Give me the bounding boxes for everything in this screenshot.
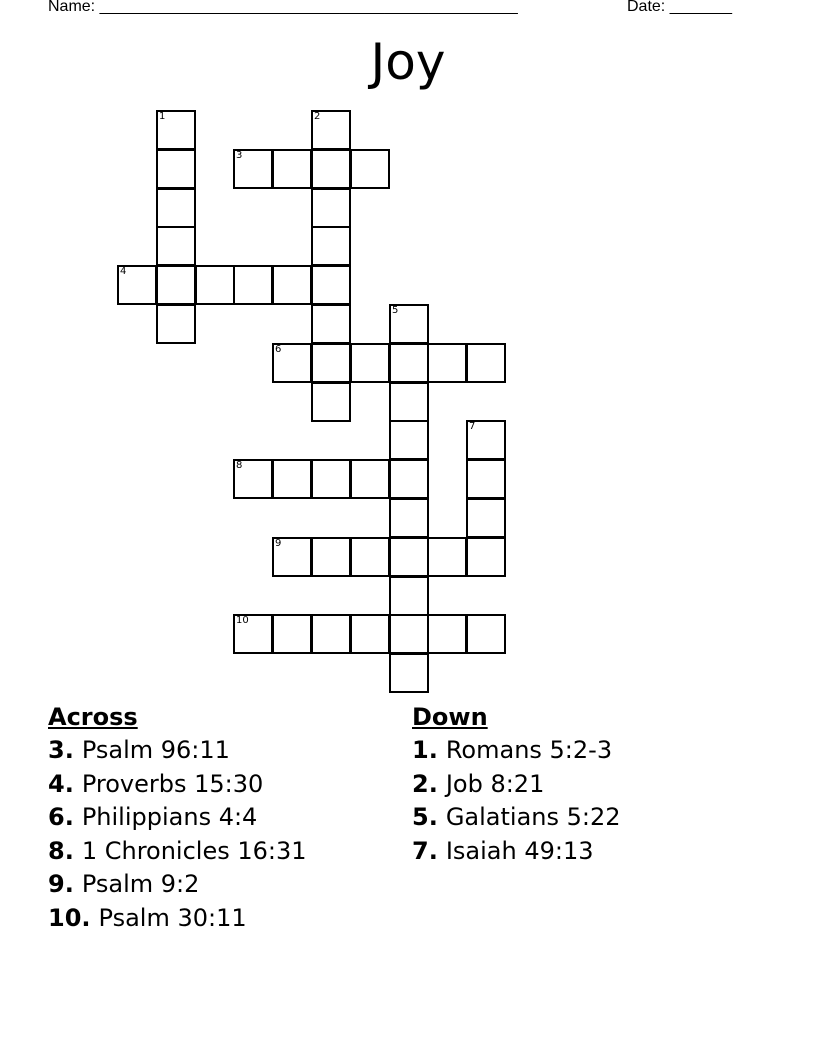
cell-number: 5 bbox=[392, 305, 399, 316]
crossword-cell[interactable] bbox=[156, 149, 196, 189]
crossword-cell[interactable] bbox=[272, 265, 312, 305]
down-heading: Down bbox=[412, 703, 488, 731]
crossword-cell[interactable] bbox=[350, 459, 390, 499]
cell-number: 6 bbox=[275, 344, 282, 355]
crossword-cell[interactable] bbox=[466, 537, 506, 577]
crossword-cell[interactable] bbox=[233, 265, 273, 305]
cell-number: 4 bbox=[120, 266, 127, 277]
cell-number: 2 bbox=[314, 111, 321, 122]
clue-text: Job 8:21 bbox=[445, 769, 545, 798]
cell-number: 8 bbox=[236, 460, 243, 471]
crossword-cell[interactable] bbox=[350, 537, 390, 577]
crossword-cell[interactable] bbox=[389, 614, 429, 654]
crossword-cell[interactable] bbox=[117, 265, 157, 305]
across-clue bbox=[48, 868, 307, 902]
crossword-cell[interactable] bbox=[466, 459, 506, 499]
clue-text: 1 Chronicles 16:31 bbox=[81, 836, 307, 865]
clue-number: 6. bbox=[48, 803, 74, 831]
crossword-cell[interactable] bbox=[389, 576, 429, 616]
crossword-cell[interactable] bbox=[389, 459, 429, 499]
crossword-cell[interactable] bbox=[311, 149, 351, 189]
across-clue bbox=[48, 734, 307, 768]
crossword-cell[interactable] bbox=[272, 459, 312, 499]
clue-number: 2. bbox=[412, 769, 438, 798]
crossword-cell[interactable] bbox=[233, 459, 273, 499]
crossword-cell[interactable] bbox=[389, 498, 429, 538]
cell-number: 9 bbox=[275, 538, 282, 549]
crossword-cell[interactable] bbox=[389, 537, 429, 577]
cell-number: 7 bbox=[469, 421, 476, 432]
clue-number: 9. bbox=[48, 870, 74, 898]
down-clue bbox=[412, 835, 621, 869]
across-clue bbox=[48, 902, 307, 936]
crossword-cell[interactable] bbox=[311, 614, 351, 654]
clue-number: 4. bbox=[48, 769, 74, 798]
crossword-cell[interactable] bbox=[233, 614, 273, 654]
crossword-cell[interactable] bbox=[272, 343, 312, 383]
crossword-cell[interactable] bbox=[389, 653, 429, 693]
crossword-cell[interactable] bbox=[233, 149, 273, 189]
clue-number: 10. bbox=[48, 903, 91, 932]
clue-number: 8. bbox=[48, 836, 74, 865]
crossword-cell[interactable] bbox=[156, 226, 196, 266]
crossword-cell[interactable] bbox=[272, 537, 312, 577]
across-clue bbox=[48, 835, 307, 869]
crossword-cell[interactable] bbox=[311, 226, 351, 266]
clue-number: 1. bbox=[412, 736, 438, 764]
clue-text: Psalm 96:11 bbox=[81, 736, 230, 764]
name-field-label: Name: _______________________________________________ bbox=[48, 0, 518, 15]
across-clues bbox=[48, 700, 307, 935]
crossword-cell[interactable] bbox=[272, 149, 312, 189]
crossword-cell[interactable] bbox=[311, 304, 351, 344]
clue-text: Philippians 4:4 bbox=[81, 803, 258, 831]
down-clue bbox=[412, 801, 621, 835]
date-field-label: Date: _______ bbox=[627, 0, 732, 15]
crossword-cell[interactable] bbox=[350, 614, 390, 654]
clue-text: Psalm 30:11 bbox=[98, 903, 247, 932]
crossword-cell[interactable] bbox=[156, 304, 196, 344]
crossword-cell[interactable] bbox=[389, 382, 429, 422]
crossword-cell[interactable] bbox=[156, 265, 196, 305]
crossword-cell[interactable] bbox=[195, 265, 235, 305]
crossword-cell[interactable] bbox=[311, 382, 351, 422]
crossword-cell[interactable] bbox=[427, 537, 467, 577]
down-clues bbox=[412, 700, 621, 868]
crossword-cell[interactable] bbox=[466, 420, 506, 460]
crossword-cell[interactable] bbox=[311, 265, 351, 305]
crossword-cell[interactable] bbox=[389, 420, 429, 460]
across-clue bbox=[48, 768, 307, 802]
crossword-cell[interactable] bbox=[350, 149, 390, 189]
down-clue bbox=[412, 734, 621, 768]
page-title: Joy bbox=[370, 33, 446, 91]
down-clue bbox=[412, 768, 621, 802]
clue-number: 3. bbox=[48, 736, 74, 764]
crossword-cell[interactable] bbox=[272, 614, 312, 654]
across-clue-list bbox=[48, 734, 307, 935]
clue-number: 7. bbox=[412, 836, 438, 865]
crossword-cell[interactable] bbox=[311, 537, 351, 577]
clue-text: Psalm 9:2 bbox=[81, 870, 200, 898]
crossword-cell[interactable] bbox=[427, 614, 467, 654]
crossword-cell[interactable] bbox=[389, 304, 429, 344]
crossword-cell[interactable] bbox=[389, 343, 429, 383]
cell-number: 10 bbox=[236, 615, 249, 626]
crossword-cell[interactable] bbox=[350, 343, 390, 383]
crossword-cell[interactable] bbox=[466, 498, 506, 538]
crossword-cell[interactable] bbox=[156, 110, 196, 150]
crossword-cell[interactable] bbox=[311, 459, 351, 499]
clue-number: 5. bbox=[412, 803, 438, 831]
across-clue bbox=[48, 801, 307, 835]
crossword-cell[interactable] bbox=[311, 188, 351, 228]
crossword-cell[interactable] bbox=[427, 343, 467, 383]
cell-number: 3 bbox=[236, 150, 243, 161]
clue-text: Romans 5:2-3 bbox=[445, 736, 613, 764]
across-heading: Across bbox=[48, 703, 138, 731]
crossword-cell[interactable] bbox=[156, 188, 196, 228]
clue-text: Galatians 5:22 bbox=[445, 803, 621, 831]
clue-text: Isaiah 49:13 bbox=[445, 836, 594, 865]
crossword-cell[interactable] bbox=[466, 343, 506, 383]
crossword-cell[interactable] bbox=[311, 343, 351, 383]
crossword-cell[interactable] bbox=[466, 614, 506, 654]
down-clue-list bbox=[412, 734, 621, 868]
clue-text: Proverbs 15:30 bbox=[81, 769, 264, 798]
crossword-cell[interactable] bbox=[311, 110, 351, 150]
cell-number: 1 bbox=[159, 111, 166, 122]
